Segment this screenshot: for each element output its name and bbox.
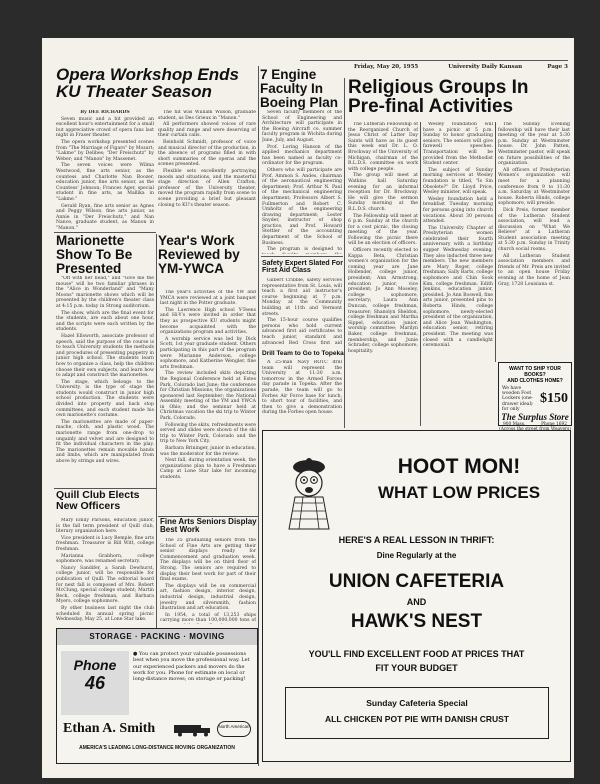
cafeteria-name2: HAWK'S NEST — [350, 611, 483, 632]
ywca-headline: Year's Work Reviewed by YM-YWCA — [158, 233, 240, 276]
header-rule — [300, 60, 568, 61]
marionette-article — [56, 276, 154, 486]
cafeteria-special1: Sunday Cafeteria Special — [366, 698, 468, 708]
surplus-price: $150 — [540, 391, 568, 406]
article-divider — [261, 256, 343, 257]
ywca-paragraph: Next fall, during orientation week, the organizations plan to have a Freshman Camp at Lone Star lake for incoming students. — [160, 458, 256, 480]
marionette-paragraph: Hazel Ellsworth, associate professor of speech, said the purpose of the course is to teach University students the methods and procedures of presenting puppetry in junior high school. The students learn how to organize a class, help the children choose their own subjects, and learn how to adapt and construct the marionettes. — [56, 333, 154, 379]
marionette-paragraph: The stage, which belongs to the University, is the type of stage the students would construct in junior high school production. The students were divided into property and back stop committees, and each student made his own marionette's costume. — [56, 379, 154, 419]
finearts-headline: Fine Arts Seniors Display Best Work — [160, 517, 257, 535]
opera-paragraph: Flexible sets excellently portraying moods and situations, and the masterful stage direction of Allen Crafton, professor of the University theater, moved the program rapidly from scene to scene providing a brief but pleasant closing to KU's theater season. — [158, 168, 256, 208]
storage-phone-label: Phone — [73, 657, 117, 673]
religious-paragraph: Wesley foundation will have a picnic at 5 p.m. Sunday to honor graduating seniors. The seniors will give farewell speeches. Transportation will be provided from the Methodist Student center. — [423, 122, 493, 167]
surplus-address: 900 Mass. — [503, 422, 526, 428]
newspaper-page — [42, 38, 574, 778]
storage-tagline: AMERICA'S LEADING LONG-DISTANCE MOVING ORGANIZATION — [79, 745, 235, 751]
opera-paragraph: Gerald Ryan, fine arts senior as Agnes and Peggy Wilson, fine arts junior, as Annie in "Der Freischutz," and Nan Nance, graduate student, as Manon in "Manon." — [56, 203, 154, 231]
opera-headline: Opera Workshop Ends KU Theater Season — [56, 65, 239, 102]
opera-paragraph: The hit was William Wilson, graduate student, as Des Grieux in "Manon." — [158, 110, 256, 121]
ywca-paragraph: A worship service was led by Dick Scott, 1st year graduate student. Others participating in this part of the program were Marianne Anderson, college sophomore, and Katherine Wengler, fine arts freshman. — [160, 336, 256, 370]
finearts-article — [160, 538, 256, 624]
storage-phone-number: 46 — [84, 673, 106, 693]
ywca-paragraph: The year's activities of the YW and YMCA were reviewed at a joint banquet last night in the Potter graduate. — [160, 290, 256, 307]
opera-paragraph: All performers showed voices of rare quality and range and were deserving of their curtain calls. — [158, 122, 256, 139]
ywca-paragraph: Barbara Brininger, junior in education, was the moderator for the review. — [160, 446, 256, 457]
engine-headline: 7 Engine Faculty In Boeing Plan — [260, 67, 339, 110]
ywca-paragraph: The review included skits depicting the Regional Conference held at Estes Park, Colorado last June; the conference for Christian Missions; the organizations sponsored last September; the National Assembly meeting of the YM and YWCA in Ohio; and the seminar held at Christmas vacation the ski trip to Winter Park, Colorado. — [160, 371, 256, 422]
opera-byline: By DEE RICHARDS — [80, 110, 130, 115]
storage-copy: ● You can protect your valuable possessions best when you move the professional way. Let our experienced packers and movers do the work for you. Phone for estimate on local or long-distance moves; on storage or packing! — [133, 651, 250, 683]
religious-paragraph: The Fellowship will meet at 6 p.m. Sunday at the church for a cost picnic, the closing meeting of the year. Following the picnic there will be an election of officers. — [348, 213, 418, 247]
quill-paragraph: Marianna Grabhorn, college sophomore, was renamed secretary. — [56, 553, 154, 565]
cafeteria-special-box — [285, 687, 549, 739]
opera-paragraph: The opera workshop presented scenes from "The Marriage of Figaro" by Mozart; "Lakme" by Delibes; "Der Freischutz" by Weber; and "Manon" by Massenet. — [56, 139, 154, 162]
moving-van-icon — [173, 723, 213, 737]
religious-paragraph: Wesley foundation held a breakfast Tuesday morning for persons going into church vocations. About 30 persons attended. — [423, 196, 493, 225]
cafeteria-lesson: HERE'S A REAL LESSON IN THRIFT: — [338, 535, 495, 545]
cafeteria-ad — [262, 430, 571, 762]
storage-banner: STORAGE · PACKING · MOVING — [57, 629, 257, 645]
cafeteria-name1: UNION CAFETERIA — [328, 571, 505, 592]
finearts-paragraph: The displays will be on commercial art, fashion design, interior design, industrial design, industrial design, jewelry and silversmith, fashion illustration and art education. — [160, 583, 256, 612]
ywca-article — [160, 290, 256, 512]
page-header — [354, 64, 568, 70]
religious-paragraph: The Sunday Evening fellowship will have their last meeting of the year at 5:30 p.m. Sunday at Westminster house. Dr. John Patten, Westminster pastor, will speak on future possibilities of the organization. — [498, 122, 570, 167]
column-rule — [258, 66, 259, 766]
quill-paragraph: Mary Emily Parsons, education junior, is the fall term president of Quill club, literary organization here. — [56, 518, 154, 535]
engine-article — [262, 110, 342, 254]
marionette-paragraph: The show, which are the final event for the students, are each about one hour, and the scripts were each written by the students. — [56, 310, 154, 333]
religious-article-col2 — [423, 122, 493, 426]
header-paper: University Daily Kansan — [448, 64, 523, 70]
surplus-store-ad — [498, 362, 572, 426]
safety-paragraph: Gilbert Cribble, safety services representative from St. Louis, will teach a first aid instructor's course beginning at 7 p.m. Monday at the Community building at 11th and Vermont streets. — [262, 278, 342, 317]
engine-paragraph: The program is designed to — [267, 247, 342, 253]
cafeteria-tag1: YOU'LL FIND EXCELLENT FOOD AT PRICES THAT — [308, 649, 525, 659]
opera-paragraph: The seven voices were Wilma Westwood, fine arts senior, as the countess and Charlotte Nan Boozer, education junior, fine arts senior, as the Countess' Johnson; Frances Ager, special student in fine arts, as Mallika in "Lakme." — [56, 163, 154, 202]
engine-paragraph: Prof. Loring Hanson of the applied mechanics department has been named as faculty co-ordinator for the program. — [262, 144, 342, 167]
quill-paragraph: Nancy Sandifer, a Sarah Dewhurst, college junior, will be responsible for publication of Quill. The editorial board for next fall is composed of Mrs. Robert McClung, special college student; Martin Beck, college freshman, and Barbara Myers, college sophomore. — [56, 565, 154, 605]
cafeteria-tag2: FIT YOUR BUDGET — [375, 663, 458, 673]
engine-paragraph: Seven faculty members of the School of Engineering and Architecture will participate in the Boeing Aircraft co. summer faculty program in Wichita during June, July, and August. — [262, 110, 342, 143]
surplus-line3: We have wooden Foot Lockers (one-drawer ideal) for only — [502, 386, 534, 412]
column-rule — [420, 122, 421, 426]
quill-paragraph: Vice president is Lucy Bemple, fine arts freshman. Treasurer is Bill Witt, college freshman. — [56, 535, 154, 552]
religious-paragraph: The group will meet at Watkins hall Saturday evening for an informal reception for Dr. Brockway. He will give the sermon Sunday morning at the R.L.D.S. church. — [348, 173, 418, 212]
ywca-paragraph: The Lawrence High school Y-Teens and Hi-Y's were invited in order that they as prospective KU students might become acquainted with the organizations program and activities. — [160, 307, 256, 336]
surplus-phone: Phone 1692 — [541, 422, 567, 428]
religious-article-col3 — [498, 122, 570, 358]
religious-paragraph: Dick Preis, former member of the Lutheran Student association, will lead a discussion on "What We Believe" at a Lutheran Student association meeting at 5:30 p.m. Sunday in Trinity church social rooms. — [498, 207, 570, 253]
column-rule — [344, 78, 345, 428]
drill-paragraph: A 25-man Navy ROTC drill team will represent the University at 11:30 a.m. tomorrow in the Armed Forces day parade in Topeka. After the parade, the team will go to Forbes Air Force base for lunch, to short tour of facilities, and then to give a demonstration during the Forbes open house. — [262, 360, 342, 416]
quill-headline: Quill Club Elects New Officers — [56, 489, 140, 512]
header-page: Page 3 — [547, 64, 568, 70]
religious-paragraph: The subject of Sunday morning services at Wesley foundation is titled, "Is Sin Obsolete?" Dr. Lloyd Price, Wesley minister, will speak. — [423, 167, 493, 196]
religious-paragraph: All officers of Presbyterian Women's organization will meet for a planning conference from 9 to 11:30 a.m. Saturday at Westminster house. Roberta Hinds, college sophomore, will preside. — [498, 167, 570, 207]
cafeteria-hoot2: WHAT LOW PRICES — [377, 483, 541, 502]
religious-paragraph: Officers recently elected to Kappa Beta, Christian women's organization for the coming year are Jane Hollender, college junior, president; Ann Armstrong, education junior, vice president; Jo Ann Moseley, college sophomore, secretary; Laura Ann Duncan, college freshman, treasurer; Shanolyn Sheldon, college freshman and Martha Sippel, education junior, worship committee; Marilyn Baker, college freshman, membership, and Junie Schrader, college sophomore, hospitality. — [348, 248, 418, 354]
cafeteria-special2: ALL CHICKEN POT PIE WITH DANISH CRUST — [324, 714, 509, 724]
religious-paragraph: The Lutheran Fellowship of the Reorganized Church of Jesus Christ of Latter Day Saints will have as its guest this week end Dr. L. O. Brockway of the University of Michigan, chairman of the R.L.D.S. committee on work with college people. — [348, 122, 418, 172]
drill-headline: Drill Team to Go to Topeka — [262, 350, 344, 357]
drill-article — [262, 360, 342, 424]
marionette-paragraph: The marionettes are made of paper-mache, cloth, and plastic wood. The marionette range from one-drop to ungainly and velvet and are designed to fit the individual characters in the play. The marionettes remain movable hands and limbs, which are manipulated from above by strings and wires. — [56, 419, 154, 464]
religious-article-col1 — [348, 122, 418, 426]
religious-paragraph: The University Chapter of Presbyterian women celebrated their fourth anniversary with a birthday supper Wednesday evening. They also inducted three new members. The new members are Mary Roger, college freshman; Sally Barts, college sophomore and Chin Sook Kim, college freshman. Edith Jenkins, education junior, presided. Jo Ann Boswell, fine arts junior, presented pins to Roberta Hinds, college sophomore, newly-elected president of the organization, and Alice Jean Washington, education senior, retiring president. The meeting was closed with a candlelight ceremonial. — [423, 225, 493, 349]
ywca-paragraph: Following the skits, refreshments were served and slides were shown of the ski trip to Winter Park, Colorado and the trip to New York City. — [160, 422, 256, 445]
cafeteria-hoot1: HOOT MON! — [397, 455, 521, 478]
storage-ad — [56, 628, 258, 764]
surplus-line2: AND CLOTHES HOME? — [507, 378, 563, 384]
column-rule — [495, 122, 496, 362]
finearts-paragraph: The 35 graduating seniors from the School of Fine Arts are getting their senior displays ready for Commencement and graduation week. The displays will be on third floor of Strong. The seniors are required to display their best work for part of their final exams. — [160, 538, 256, 583]
surplus-line1: WANT TO SHIP YOUR BOOKS? — [509, 366, 561, 378]
safety-paragraph: The 15-hour course qualifies persons who hold current advanced first aid certificates to teach junior, standard and advanced Red Cross first aid — [262, 318, 342, 346]
cafeteria-dine: Dine Regularly at the — [376, 551, 457, 560]
north-american-logo: North American — [217, 721, 251, 737]
safety-article — [262, 278, 342, 346]
opera-paragraph: Reinhold Schmidt, professor of voice and musical director of the production, in the absence of programs filled in with short summaries of the operas and the scenes presented. — [158, 139, 256, 168]
quill-article — [56, 518, 154, 622]
marionette-paragraph: "Off with her head," and "Give me the mouse" will be two familiar phrases in the "Alice in Wonderland" and "Many Moons" marionette shows which will be presented by the children's theater class at 4:15 p.m. today in Strong auditorium. — [56, 276, 154, 309]
storage-phone-panel — [61, 651, 129, 715]
safety-headline: Safety Expert Slated For First Aid Class — [262, 260, 343, 275]
finearts-paragraph: In 1954, a total of 13,253 ships carrying more than 100,000,000 tons of — [160, 612, 256, 624]
scotsman-illustration — [279, 453, 339, 531]
marionette-headline: Marionette Show To Be Presented — [56, 233, 133, 276]
storage-company: Ethan A. Smith — [63, 721, 156, 736]
religious-paragraph: All Lutheran Student association members and friends of Mr. Preis are invited to an open house Friday evening at the home of Jean Gray, 1728 Louisiana st. — [498, 253, 570, 287]
religious-headline: Religious Groups In Pre-final Activities — [348, 77, 529, 118]
engine-paragraph: Others who will participate are Prof. Ammon S. Andes, chairman of the aeronautical engineering department; Prof. Arthur N. Paul of the mechanical engineering department; Professors Albert S. Fullmerton and Robert C. Umholtz of the engineering drawing department; Lester Snyder, instructor of shop practice, and Prof. Howard Stettler of the accounting department of the School of Business. — [262, 167, 342, 246]
header-date: Friday, May 20, 1955 — [354, 64, 419, 70]
cafeteria-and: AND — [406, 597, 427, 607]
surplus-store-name: The Surplus Store — [501, 412, 569, 423]
opera-paragraph: Seven music and a bit provided an excellent hour's entertainment for a small but appreciative crowd of opera fans last night in Fraser theater. — [56, 116, 154, 139]
quill-paragraph: By other business last night the club scheduled its annual spring picnic Wednesday, May 25, at Lone Star lake. — [56, 605, 154, 622]
